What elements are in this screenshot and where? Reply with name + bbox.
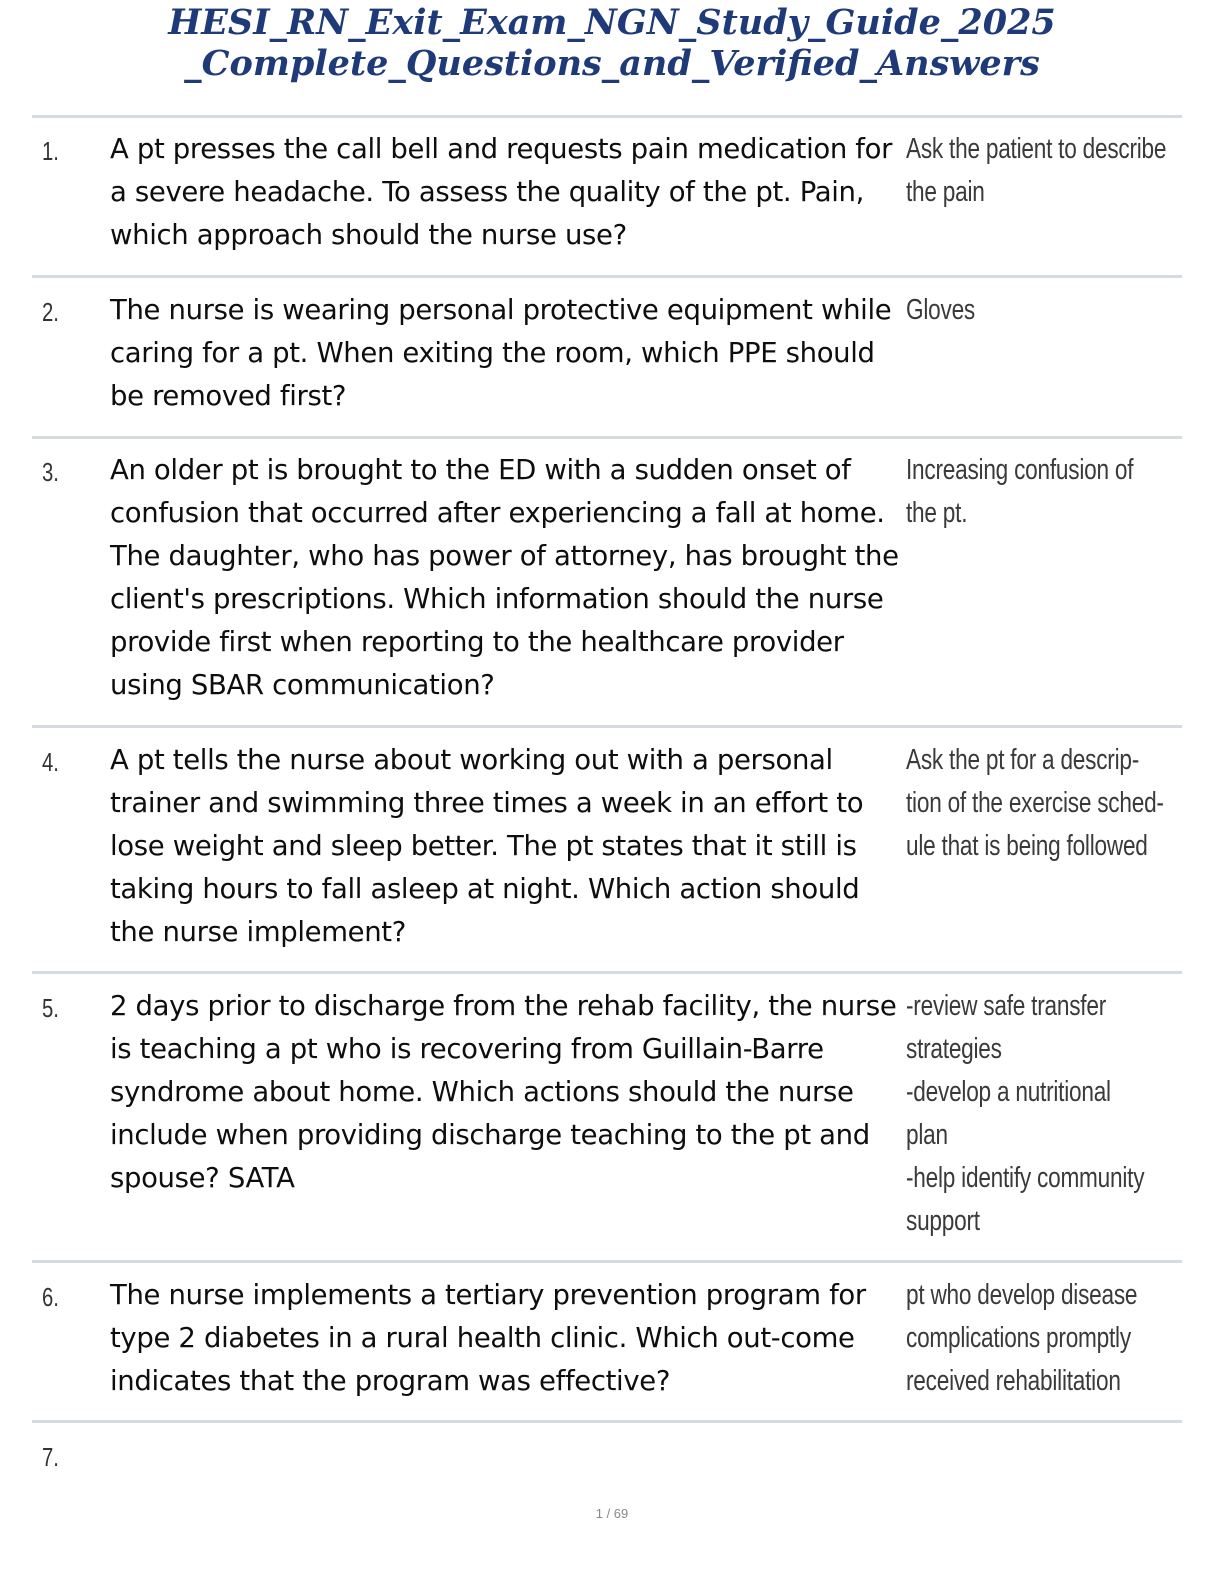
divider [32,1420,1182,1423]
answer-line: -develop a nutritional [906,1076,1111,1108]
answer-text [906,128,1167,214]
item-number: 2. [42,297,59,327]
answer-line: received rehabilitation [906,1365,1121,1397]
question-text: The nurse implements a tertiary prevention program for type 2 diabetes in a rural health clinic. Which out-come indicates that the program was effective? [110,1279,866,1397]
item-number: 5. [42,993,59,1023]
item-number: 1. [42,136,59,166]
page-indicator: 1 / 69 [595,1506,629,1521]
item-number: 7. [42,1442,59,1472]
divider [32,971,1182,974]
question-text: The nurse is wearing personal protective equipment while caring for a pt. When exiting the room, which PPE should be removed first? [110,294,892,412]
answer-line: support [906,1205,980,1237]
divider [32,1260,1182,1263]
divider [32,115,1182,118]
answer-text [906,1274,1163,1403]
answer-line: complications promptly [906,1322,1131,1354]
item-number: 4. [42,747,59,777]
answer-text [906,289,1163,332]
answer-line: strategies [906,1033,1002,1065]
question-text: 2 days prior to discharge from the rehab facility, the nurse is teaching a pt who is recovering from Guillain-Barre syndrome about home. Which actions should the nurse include when providing discharge teaching to the pt and spouse? SATA [110,990,897,1194]
answer-line: pt who develop disease [906,1279,1138,1311]
question-text: A pt tells the nurse about working out with a personal trainer and swimming three times a week in an effort to lose weight and sleep better. The pt states that it still is taking hours to fall asleep at night. Which action should the nurse implement? [110,744,864,948]
answer-line: the pt. [906,497,968,529]
item-number: 3. [42,457,59,487]
document-title-line-2: _Complete_Questions_and_Verified_Answers [184,43,1040,84]
answer-line: the pain [906,176,985,208]
divider [32,725,1182,728]
divider [32,275,1182,278]
answer-line: -help identify community [906,1162,1145,1194]
answer-text [906,739,1163,868]
answer-line: Gloves [906,294,976,326]
answer-line: Increasing confusion of [906,454,1134,486]
answer-text [906,449,1163,535]
question-text: A pt presses the call bell and requests pain medication for a severe headache. To assess the quality of the pt. Pain, which approach should the nurse use? [110,133,893,251]
item-number: 6. [42,1282,59,1312]
answer-line: plan [906,1119,948,1151]
divider [32,436,1182,439]
answer-line: -review safe transfer [906,990,1106,1022]
question-text: An older pt is brought to the ED with a sudden onset of confusion that occurred after experiencing a fall at home. The daughter, who has power of attorney, has brought the client's prescriptions. Which information should the nurse provide first when reporting to the healthcare provider using SBAR communication? [110,454,899,701]
answer-line: tion of the exercise sched- [906,787,1164,819]
answer-line: Ask the patient to describe [906,133,1167,165]
answer-line: Ask the pt for a descrip- [906,744,1140,776]
answer-text [906,985,1163,1243]
document-title-line-1: HESI_RN_Exit_Exam_NGN_Study_Guide_2025 [168,2,1056,43]
answer-line: ule that is being followed [906,830,1148,862]
document-title [0,2,1224,84]
